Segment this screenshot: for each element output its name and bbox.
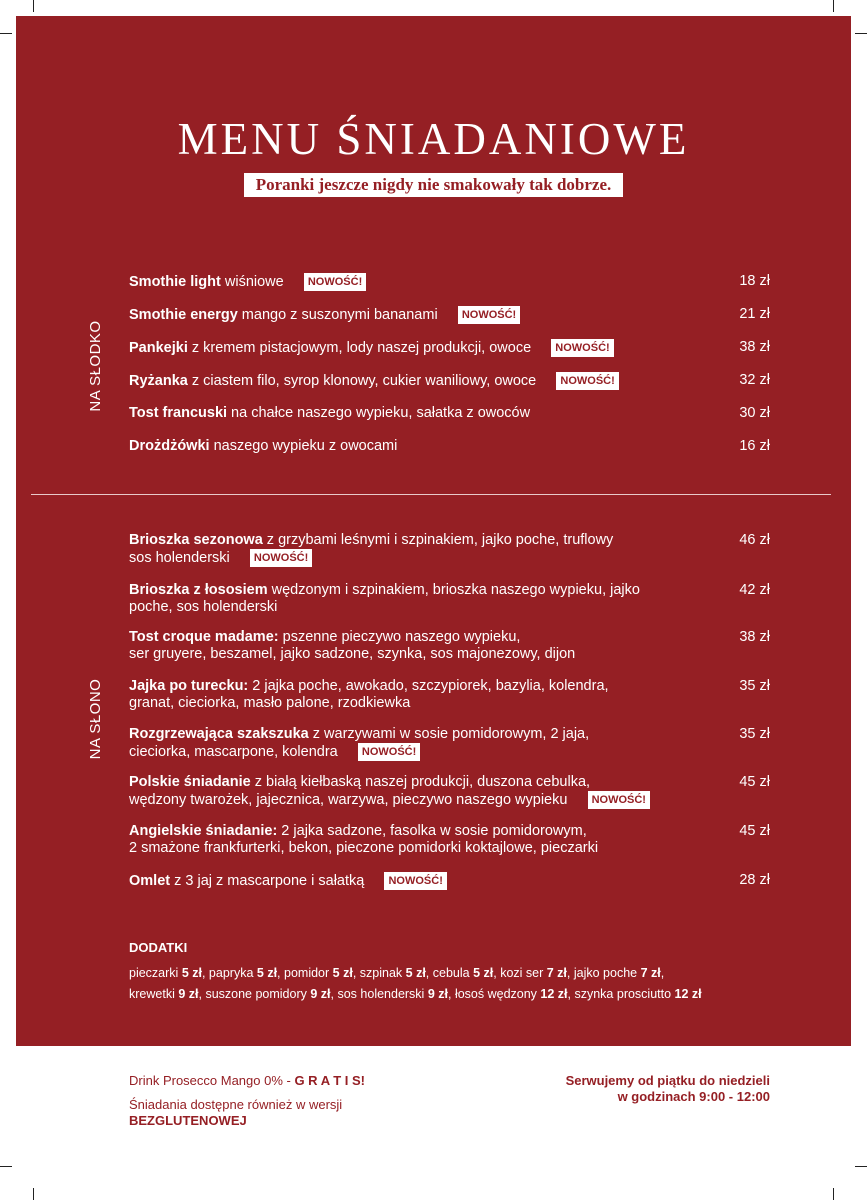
- menu-item-line: [129, 823, 729, 840]
- menu-item-desc: na chałce naszego wypieku, sałatka z owoców: [227, 405, 531, 421]
- new-badge: NOWOŚĆ!: [384, 872, 446, 890]
- menu-item-line: [129, 646, 729, 663]
- menu-item: [129, 372, 729, 390]
- menu-item-line: [129, 774, 729, 791]
- hours-line-2: w godzinach 9:00 - 12:00: [617, 1089, 770, 1104]
- menu-item-line: [129, 840, 729, 857]
- hours-line-1: Serwujemy od piątku do niedzieli: [565, 1073, 770, 1088]
- menu-item-name: Angielskie śniadanie:: [129, 823, 278, 839]
- extras-list: [129, 963, 789, 1005]
- extra-price: 5 zł: [332, 966, 353, 980]
- drink-text: Drink Prosecco Mango 0% -: [129, 1073, 295, 1088]
- menu-item-desc-cont: ser gruyere, beszamel, jajko sadzone, szynka, sos majonezowy, dijon: [129, 646, 576, 662]
- menu-subtitle: Poranki jeszcze nigdy nie smakowały tak dobrze.: [244, 173, 624, 197]
- menu-item-name: Brioszka sezonowa: [129, 532, 263, 548]
- menu-item-name: Pankejki: [129, 340, 188, 356]
- extra-name: pomidor: [284, 966, 330, 980]
- extra-price: 5 zł: [256, 966, 278, 980]
- menu-item-price: 18 zł: [739, 273, 770, 289]
- menu-item-name: Ryżanka: [129, 373, 188, 389]
- serving-hours: [470, 1073, 770, 1105]
- menu-item-desc: wędzonym i szpinakiem, brioszka naszego wypieku, jajko: [267, 582, 640, 598]
- menu-item-line: [129, 438, 729, 455]
- menu-item-desc: 2 jajka poche, awokado, szczypiorek, bazylia, kolendra,: [248, 678, 609, 694]
- extras-heading: DODATKI: [129, 940, 188, 955]
- menu-item-desc: z ciastem filo, syrop klonowy, cukier waniliowy, owoce: [187, 373, 537, 389]
- crop-mark: [0, 33, 12, 34]
- menu-item-name: Smothie energy: [129, 307, 238, 323]
- menu-item-name: Tost francuski: [129, 405, 228, 421]
- menu-item-desc: z białą kiełbaską naszej produkcji, duszona cebulka,: [250, 774, 591, 790]
- menu-item-name: Drożdżówki: [129, 438, 210, 454]
- menu-item: [129, 405, 729, 422]
- extra-name: szynka prosciutto: [574, 987, 672, 1001]
- extra-name: pieczarki: [129, 966, 179, 980]
- menu-item-name: Jajka po turecku:: [129, 678, 249, 694]
- crop-mark: [833, 0, 834, 12]
- menu-item-name: Omlet: [129, 873, 171, 889]
- menu-item-name: Rozgrzewająca szakszuka: [129, 726, 309, 742]
- gluten-free-info: [129, 1097, 342, 1129]
- extra-name: krewetki: [129, 987, 175, 1001]
- menu-item-price: 38 zł: [739, 629, 770, 645]
- menu-item-desc-cont: wędzony twarożek, jajecznica, warzywa, pieczywo naszego wypieku: [129, 792, 568, 808]
- crop-mark: [33, 0, 34, 12]
- drink-promo: [129, 1073, 365, 1089]
- menu-item: [129, 273, 729, 291]
- menu-item-price: 46 zł: [739, 532, 770, 548]
- crop-mark: [855, 33, 867, 34]
- menu-item-price: 30 zł: [739, 405, 770, 421]
- menu-item-price: 28 zł: [739, 872, 770, 888]
- new-badge: NOWOŚĆ!: [556, 372, 618, 390]
- menu-item: [129, 629, 729, 663]
- new-badge: NOWOŚĆ!: [458, 306, 520, 324]
- menu-item-price: 35 zł: [739, 726, 770, 742]
- menu-item-desc: mango z suszonymi bananami: [237, 307, 438, 323]
- menu-item: [129, 532, 729, 567]
- menu-item-desc: z warzywami w sosie pomidorowym, 2 jaja,: [308, 726, 590, 742]
- menu-item-desc: z 3 jaj z mascarpone i sałatką: [170, 873, 365, 889]
- drink-gratis: G R A T I S!: [294, 1073, 365, 1088]
- new-badge: NOWOŚĆ!: [358, 743, 420, 761]
- menu-item-desc: naszego wypieku z owocami: [209, 438, 398, 454]
- extras-line: pieczarki 5 zł, papryka 5 zł, pomidor 5 zł, szpinak 5 zł, cebula 5 zł, kozi ser 7 zł, jajko poche 7 zł,: [129, 966, 665, 980]
- menu-item: [129, 823, 729, 857]
- menu-item-line: [129, 629, 729, 646]
- menu-item-name: Brioszka z łososiem: [129, 582, 268, 598]
- extra-name: cebula: [432, 966, 470, 980]
- new-badge: NOWOŚĆ!: [304, 273, 366, 291]
- menu-item-line: [129, 582, 729, 599]
- menu-item-price: 35 zł: [739, 678, 770, 694]
- menu-item-line: [129, 872, 729, 890]
- menu-item-name: Tost croque madame:: [129, 629, 279, 645]
- extra-name: szpinak: [359, 966, 403, 980]
- menu-item-price: 42 zł: [739, 582, 770, 598]
- menu-item-line: [129, 372, 729, 390]
- new-badge: NOWOŚĆ!: [250, 549, 312, 567]
- menu-panel: [16, 16, 851, 1046]
- menu-item-line: [129, 549, 729, 567]
- crop-mark: [0, 1166, 12, 1167]
- menu-item-line: [129, 405, 729, 422]
- menu-item-desc: wiśniowe: [220, 274, 284, 290]
- menu-item: [129, 438, 729, 455]
- menu-item-desc-cont: cieciorka, mascarpone, kolendra: [129, 744, 338, 760]
- extra-price: 9 zł: [427, 987, 448, 1001]
- extra-name: sos holenderski: [337, 987, 425, 1001]
- menu-item: [129, 726, 729, 761]
- menu-item-line: [129, 273, 729, 291]
- extra-price: 5 zł: [405, 966, 426, 980]
- menu-item-price: 45 zł: [739, 774, 770, 790]
- extra-name: łosoś wędzony: [454, 987, 537, 1001]
- menu-item-price: 21 zł: [739, 306, 770, 322]
- menu-item-line: [129, 695, 729, 712]
- new-badge: NOWOŚĆ!: [588, 791, 650, 809]
- gluten-text: Śniadania dostępne również w wersji: [129, 1097, 343, 1112]
- menu-item-price: 38 zł: [739, 339, 770, 355]
- gluten-bold: BEZGLUTENOWEJ: [129, 1113, 247, 1128]
- menu-item-desc: z grzybami leśnymi i szpinakiem, jajko poche, truflowy: [262, 532, 614, 548]
- extra-price: 5 zł: [473, 966, 494, 980]
- section-label-sweet: NA SŁODKO: [87, 320, 104, 412]
- section-divider: [31, 494, 831, 495]
- menu-item: [129, 774, 729, 809]
- extra-price: 9 zł: [310, 987, 331, 1001]
- menu-item: [129, 339, 729, 357]
- extra-price: 7 zł: [640, 966, 661, 980]
- menu-item-line: [129, 726, 729, 743]
- menu-item-desc-cont: sos holenderski: [129, 550, 230, 566]
- extra-price: 9 zł: [178, 987, 199, 1001]
- menu-item-name: Smothie light: [129, 274, 221, 290]
- menu-item-price: 32 zł: [739, 372, 770, 388]
- menu-item-line: [129, 306, 729, 324]
- extra-name: kozi ser: [500, 966, 544, 980]
- extra-price: 12 zł: [540, 987, 568, 1001]
- extra-price: 12 zł: [674, 987, 702, 1001]
- menu-item-line: [129, 678, 729, 695]
- menu-item: [129, 306, 729, 324]
- menu-item-line: [129, 339, 729, 357]
- section-label-savory: NA SŁONO: [87, 678, 104, 760]
- extra-price: 5 zł: [181, 966, 202, 980]
- menu-item: [129, 582, 729, 616]
- extra-name: papryka: [208, 966, 254, 980]
- menu-item-line: [129, 743, 729, 761]
- menu-item-price: 45 zł: [739, 823, 770, 839]
- crop-mark: [855, 1166, 867, 1167]
- menu-item-desc-cont: granat, cieciorka, masło palone, rzodkiewka: [129, 695, 411, 711]
- extra-price: 7 zł: [546, 966, 567, 980]
- menu-item-desc-cont: 2 smażone frankfurterki, bekon, pieczone pomidorki koktajlowe, pieczarki: [129, 840, 599, 856]
- menu-item: [129, 872, 729, 890]
- extras-line: krewetki 9 zł, suszone pomidory 9 zł, sos holenderski 9 zł, łosoś wędzony 12 zł, szynka prosciutto 12 zł: [129, 987, 702, 1001]
- crop-mark: [833, 1188, 834, 1200]
- menu-item-line: [129, 599, 729, 616]
- menu-item-desc: pszenne pieczywo naszego wypieku,: [278, 629, 521, 645]
- menu-item-line: [129, 791, 729, 809]
- menu-item-name: Polskie śniadanie: [129, 774, 251, 790]
- menu-item: [129, 678, 729, 712]
- extra-name: jajko poche: [573, 966, 638, 980]
- menu-item-desc-cont: poche, sos holenderski: [129, 599, 278, 615]
- menu-item-desc: 2 jajka sadzone, fasolka w sosie pomidorowym,: [277, 823, 587, 839]
- new-badge: NOWOŚĆ!: [551, 339, 613, 357]
- menu-item-price: 16 zł: [739, 438, 770, 454]
- menu-title: MENU ŚNIADANIOWE: [177, 114, 690, 164]
- menu-item-desc: z kremem pistacjowym, lody naszej produkcji, owoce: [187, 340, 532, 356]
- menu-item-line: [129, 532, 729, 549]
- crop-mark: [33, 1188, 34, 1200]
- extra-name: suszone pomidory: [205, 987, 307, 1001]
